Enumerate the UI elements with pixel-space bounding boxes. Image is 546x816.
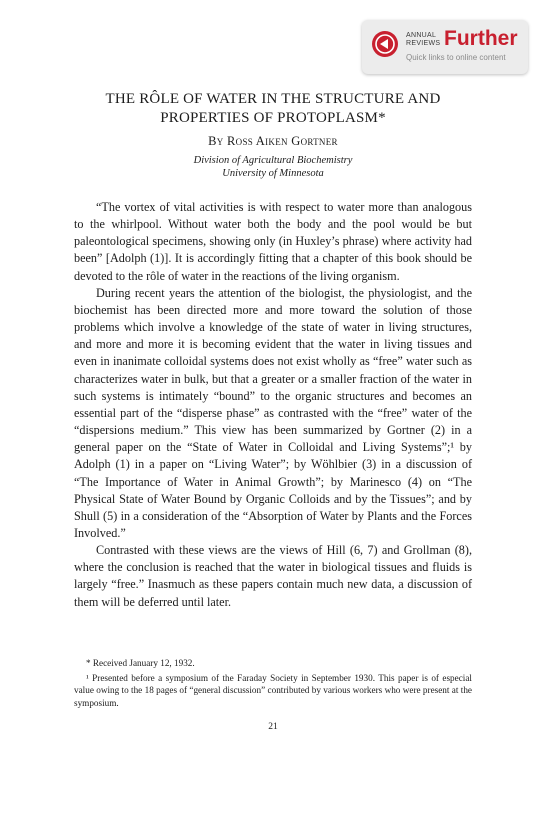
footnote-1: ¹ Presented before a symposium of the Faraday Society in September 1930. This paper is of especial value owing to the 18 pages of “general discussion” contributed by various workers who were present at the symposium. xyxy=(74,673,472,708)
page-number: 21 xyxy=(268,722,278,732)
further-badge[interactable] xyxy=(362,20,528,74)
affiliation-department: Division of Agricultural Biochemistry xyxy=(193,155,353,166)
author-byline: By Ross Aiken Gortner xyxy=(208,134,338,148)
paragraph-2: During recent years the attention of the biologist, the physiologist, and the biochemist has been directed more and more toward the solution of those problems which involve a knowledge of the state of water in living structures, and more and more it is becoming evident that the water in living tissues and even in inanimate colloidal systems does not exist wholly as “free” water such as characterizes water in bulk, but that a greater or a smaller fraction of the water in such systems is intimately “bound” to the organic structures and becomes an essential part of the “disperse phase” as contrasted with the “free” water of the “dispersions medium.” This view has been summarized by Gortner (2) in a general paper on the “State of Water in Colloidal and Living Systems”;¹ by Adolph (1) in a paper on “Living Water”; by Wöhlbier (3) in a discussion of “The Importance of Water in Animal Growth”; by Marinesco (4) on “The Physical State of Water Bound by Organic Colloids and by the Tissues”; and by Shull (5) in a consideration of the “Absorption of Water by Plants and the Forces Involved.” xyxy=(74,285,472,540)
paragraph-3: Contrasted with these views are the views of Hill (6, 7) and Grollman (8), where the conclusion is reached that the water in biological tissues and fluids is largely “free.” Inasmuch as these papers contain much new data, a discussion of them will be deferred until later. xyxy=(74,543,472,609)
title-line-1: THE RÔLE OF WATER IN THE STRUCTURE AND xyxy=(105,91,441,107)
annual-reviews-logo: ANNUAL REVIEWS xyxy=(406,32,441,47)
article-body xyxy=(74,199,472,611)
further-label: Further xyxy=(444,27,518,50)
paragraph-1: “The vortex of vital activities is with respect to water more than analogous to the whirlpool. Without water both the body and the pool would be but paleontological specimens, showing only (in Huxley’s phrase) where activity had been” [Adolph (1)]. It is accordingly fitting that a chapter of this book should be devoted to the rôle of water in the reactions of the living organism. xyxy=(74,200,472,283)
footnotes xyxy=(74,657,472,712)
affiliation-university: University of Minnesota xyxy=(222,168,324,179)
title-line-2: PROPERTIES OF PROTOPLASM* xyxy=(160,110,386,126)
article-title xyxy=(0,90,546,128)
play-icon xyxy=(372,31,398,57)
further-subtitle: Quick links to online content xyxy=(406,53,506,62)
footnote-received: * Received January 12, 1932. xyxy=(86,658,195,668)
